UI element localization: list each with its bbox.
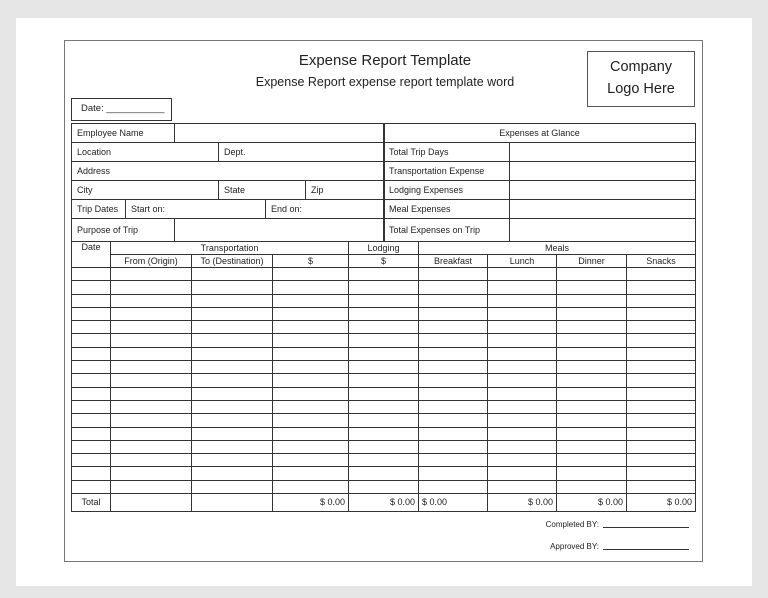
table-cell[interactable] [72, 347, 111, 360]
table-cell[interactable] [419, 467, 488, 480]
table-cell[interactable] [349, 440, 419, 453]
table-cell[interactable] [349, 268, 419, 281]
table-cell[interactable] [419, 347, 488, 360]
glance-label: Total Expenses on Trip [384, 219, 510, 242]
table-cell[interactable] [111, 294, 192, 307]
table-cell[interactable] [557, 454, 627, 467]
table-cell[interactable] [627, 480, 696, 493]
table-cell[interactable] [419, 387, 488, 400]
table-cell[interactable] [419, 400, 488, 413]
table-cell[interactable] [419, 321, 488, 334]
table-cell[interactable] [349, 467, 419, 480]
logo-line-2: Logo Here [607, 81, 675, 97]
table-row [72, 294, 696, 307]
address-label[interactable]: Address [72, 162, 385, 181]
table-cell[interactable] [349, 374, 419, 387]
table-row [72, 414, 696, 427]
table-cell[interactable] [627, 294, 696, 307]
subheader-cell: Breakfast [419, 255, 488, 268]
completed-by-field[interactable] [500, 520, 689, 529]
table-cell[interactable] [349, 414, 419, 427]
table-cell[interactable] [72, 454, 111, 467]
total-value: $ 0.00 [557, 494, 627, 512]
end-on-field[interactable]: End on: [266, 200, 385, 219]
table-cell[interactable] [111, 281, 192, 294]
table-row [72, 307, 696, 320]
table-cell[interactable] [72, 334, 111, 347]
table-cell[interactable] [192, 467, 273, 480]
city-label[interactable]: City [72, 181, 219, 200]
zip-label[interactable]: Zip [306, 181, 385, 200]
start-on-field[interactable]: Start on: [126, 200, 266, 219]
table-cell[interactable] [557, 361, 627, 374]
table-cell[interactable] [557, 268, 627, 281]
table-cell[interactable] [488, 454, 557, 467]
table-cell[interactable] [273, 294, 349, 307]
expense-items-table [71, 241, 696, 512]
table-cell[interactable] [273, 361, 349, 374]
table-cell[interactable] [488, 467, 557, 480]
table-cell[interactable] [419, 427, 488, 440]
table-cell[interactable] [111, 480, 192, 493]
table-cell[interactable] [273, 347, 349, 360]
table-row [72, 361, 696, 374]
table-cell[interactable] [192, 454, 273, 467]
table-cell[interactable] [111, 268, 192, 281]
table-cell[interactable] [349, 281, 419, 294]
table-cell[interactable] [557, 427, 627, 440]
state-label[interactable]: State [219, 181, 306, 200]
table-cell[interactable] [557, 334, 627, 347]
table-cell[interactable] [627, 281, 696, 294]
total-row [72, 494, 696, 512]
purpose-input[interactable] [175, 219, 385, 242]
table-cell[interactable] [419, 334, 488, 347]
table-cell[interactable] [72, 321, 111, 334]
page-subtitle: Expense Report expense report template word [255, 75, 515, 89]
table-cell[interactable] [627, 414, 696, 427]
table-cell[interactable] [557, 467, 627, 480]
table-row [72, 321, 696, 334]
table-cell[interactable] [349, 480, 419, 493]
logo-line-1: Company [609, 59, 673, 75]
table-cell[interactable] [627, 307, 696, 320]
table-cell[interactable] [349, 454, 419, 467]
table-cell[interactable] [627, 400, 696, 413]
meals-header: Meals [419, 242, 696, 255]
table-cell[interactable] [192, 480, 273, 493]
subheader-cell: To (Destination) [192, 255, 273, 268]
table-cell[interactable] [349, 321, 419, 334]
table-cell[interactable] [273, 454, 349, 467]
table-cell[interactable] [111, 387, 192, 400]
table-cell[interactable] [488, 387, 557, 400]
table-cell[interactable] [111, 361, 192, 374]
glance-label: Meal Expenses [384, 200, 510, 219]
total-label: Total [72, 494, 111, 512]
table-cell[interactable] [273, 480, 349, 493]
table-cell[interactable] [627, 454, 696, 467]
table-cell[interactable] [72, 268, 111, 281]
table-cell[interactable] [627, 361, 696, 374]
table-cell[interactable] [192, 268, 273, 281]
subheader-cell: From (Origin) [111, 255, 192, 268]
trip-dates-label: Trip Dates [72, 200, 126, 219]
total-value [192, 494, 273, 512]
location-label[interactable]: Location [72, 143, 219, 162]
table-cell[interactable] [273, 268, 349, 281]
glance-value[interactable] [510, 162, 696, 181]
table-cell[interactable] [192, 321, 273, 334]
glance-title: Expenses at Glance [384, 124, 696, 143]
table-cell[interactable] [419, 480, 488, 493]
employee-info-table [71, 123, 385, 242]
table-cell[interactable] [111, 427, 192, 440]
table-cell[interactable] [557, 400, 627, 413]
table-cell[interactable] [557, 307, 627, 320]
glance-value[interactable] [510, 181, 696, 200]
table-cell[interactable] [111, 467, 192, 480]
table-cell[interactable] [349, 307, 419, 320]
table-cell[interactable] [273, 427, 349, 440]
table-cell[interactable] [273, 321, 349, 334]
table-cell[interactable] [72, 374, 111, 387]
table-row [72, 480, 696, 493]
table-cell[interactable] [627, 268, 696, 281]
company-logo-placeholder [587, 51, 695, 107]
table-cell[interactable] [488, 427, 557, 440]
table-cell[interactable] [419, 454, 488, 467]
table-cell[interactable] [349, 294, 419, 307]
table-cell[interactable] [111, 374, 192, 387]
glance-value[interactable] [510, 219, 696, 242]
table-cell[interactable] [557, 374, 627, 387]
table-cell[interactable] [419, 268, 488, 281]
approved-by-field[interactable] [500, 542, 689, 551]
glance-label: Transportation Expense [384, 162, 510, 181]
table-cell[interactable] [557, 387, 627, 400]
table-cell[interactable] [111, 307, 192, 320]
table-row [72, 281, 696, 294]
table-cell[interactable] [192, 294, 273, 307]
table-cell[interactable] [349, 427, 419, 440]
total-value: $ 0.00 [273, 494, 349, 512]
table-cell[interactable] [273, 281, 349, 294]
total-value [111, 494, 192, 512]
table-cell[interactable] [557, 440, 627, 453]
table-cell[interactable] [72, 361, 111, 374]
table-cell[interactable] [557, 347, 627, 360]
table-cell[interactable] [273, 387, 349, 400]
total-value: $ 0.00 [488, 494, 557, 512]
total-value: $ 0.00 [419, 494, 488, 512]
signature-line [603, 527, 689, 528]
table-cell[interactable] [72, 414, 111, 427]
table-cell[interactable] [192, 387, 273, 400]
table-cell[interactable] [111, 334, 192, 347]
table-cell[interactable] [273, 467, 349, 480]
subheader-cell: $ [273, 255, 349, 268]
table-cell[interactable] [192, 400, 273, 413]
table-cell[interactable] [419, 414, 488, 427]
table-cell[interactable] [557, 480, 627, 493]
employee-name-label: Employee Name [72, 124, 175, 143]
table-cell[interactable] [349, 361, 419, 374]
date-field[interactable]: Date: ___________ [71, 98, 172, 121]
table-row [72, 347, 696, 360]
table-cell[interactable] [627, 387, 696, 400]
table-cell[interactable] [557, 321, 627, 334]
table-cell[interactable] [557, 414, 627, 427]
table-cell[interactable] [111, 400, 192, 413]
lodging-header: Lodging [349, 242, 419, 255]
table-cell[interactable] [488, 480, 557, 493]
table-cell[interactable] [349, 400, 419, 413]
table-cell[interactable] [349, 387, 419, 400]
date-header: Date [72, 242, 111, 268]
glance-label: Lodging Expenses [384, 181, 510, 200]
glance-value[interactable] [510, 200, 696, 219]
table-cell[interactable] [192, 347, 273, 360]
total-value: $ 0.00 [627, 494, 696, 512]
subheader-cell: Lunch [488, 255, 557, 268]
table-row [72, 387, 696, 400]
table-cell[interactable] [488, 307, 557, 320]
table-cell[interactable] [419, 307, 488, 320]
table-cell[interactable] [627, 467, 696, 480]
table-cell[interactable] [192, 361, 273, 374]
table-cell[interactable] [111, 321, 192, 334]
table-cell[interactable] [111, 440, 192, 453]
table-cell[interactable] [419, 281, 488, 294]
expenses-at-glance-table [383, 123, 696, 242]
glance-label: Total Trip Days [384, 143, 510, 162]
total-value: $ 0.00 [349, 494, 419, 512]
table-cell[interactable] [627, 440, 696, 453]
table-cell[interactable] [192, 334, 273, 347]
table-cell[interactable] [349, 334, 419, 347]
table-cell[interactable] [111, 454, 192, 467]
table-cell[interactable] [627, 347, 696, 360]
table-cell[interactable] [72, 480, 111, 493]
purpose-label: Purpose of Trip [72, 219, 175, 242]
table-cell[interactable] [419, 294, 488, 307]
approved-by-label: Approved BY: [550, 542, 599, 551]
table-cell[interactable] [488, 374, 557, 387]
table-cell[interactable] [488, 347, 557, 360]
table-cell[interactable] [627, 334, 696, 347]
page-title: Expense Report Template [298, 52, 472, 69]
table-cell[interactable] [72, 281, 111, 294]
table-row [72, 374, 696, 387]
subheader-cell: Dinner [557, 255, 627, 268]
table-row [72, 427, 696, 440]
glance-value[interactable] [510, 143, 696, 162]
table-cell[interactable] [627, 374, 696, 387]
table-cell[interactable] [349, 347, 419, 360]
table-cell[interactable] [111, 347, 192, 360]
table-cell[interactable] [488, 294, 557, 307]
table-cell[interactable] [72, 427, 111, 440]
table-cell[interactable] [192, 414, 273, 427]
table-cell[interactable] [72, 294, 111, 307]
subheader-cell: Snacks [627, 255, 696, 268]
table-row [72, 268, 696, 281]
dept-label[interactable]: Dept. [219, 143, 385, 162]
table-cell[interactable] [72, 307, 111, 320]
table-row [72, 454, 696, 467]
table-cell[interactable] [488, 334, 557, 347]
table-cell[interactable] [273, 334, 349, 347]
table-cell[interactable] [557, 294, 627, 307]
table-cell[interactable] [557, 281, 627, 294]
table-row [72, 334, 696, 347]
table-cell[interactable] [192, 374, 273, 387]
table-cell[interactable] [192, 427, 273, 440]
table-cell[interactable] [419, 440, 488, 453]
completed-by-label: Completed BY: [545, 520, 599, 529]
table-cell[interactable] [627, 427, 696, 440]
table-cell[interactable] [72, 387, 111, 400]
transportation-header: Transportation [111, 242, 349, 255]
signature-line [603, 549, 689, 550]
table-cell[interactable] [273, 307, 349, 320]
table-cell[interactable] [72, 467, 111, 480]
subheader-cell: $ [349, 255, 419, 268]
table-cell[interactable] [488, 268, 557, 281]
table-cell[interactable] [488, 414, 557, 427]
table-cell[interactable] [273, 400, 349, 413]
table-cell[interactable] [192, 440, 273, 453]
table-cell[interactable] [273, 374, 349, 387]
table-cell[interactable] [419, 374, 488, 387]
table-cell[interactable] [192, 281, 273, 294]
table-cell[interactable] [192, 307, 273, 320]
table-row [72, 440, 696, 453]
employee-name-input[interactable] [175, 124, 385, 143]
table-cell[interactable] [488, 321, 557, 334]
table-cell[interactable] [72, 400, 111, 413]
table-cell[interactable] [273, 440, 349, 453]
table-cell[interactable] [488, 400, 557, 413]
table-cell[interactable] [72, 440, 111, 453]
table-row [72, 400, 696, 413]
table-cell[interactable] [627, 321, 696, 334]
table-cell[interactable] [273, 414, 349, 427]
table-cell[interactable] [419, 361, 488, 374]
table-cell[interactable] [488, 361, 557, 374]
table-cell[interactable] [488, 281, 557, 294]
table-cell[interactable] [488, 440, 557, 453]
table-cell[interactable] [111, 414, 192, 427]
table-row [72, 467, 696, 480]
